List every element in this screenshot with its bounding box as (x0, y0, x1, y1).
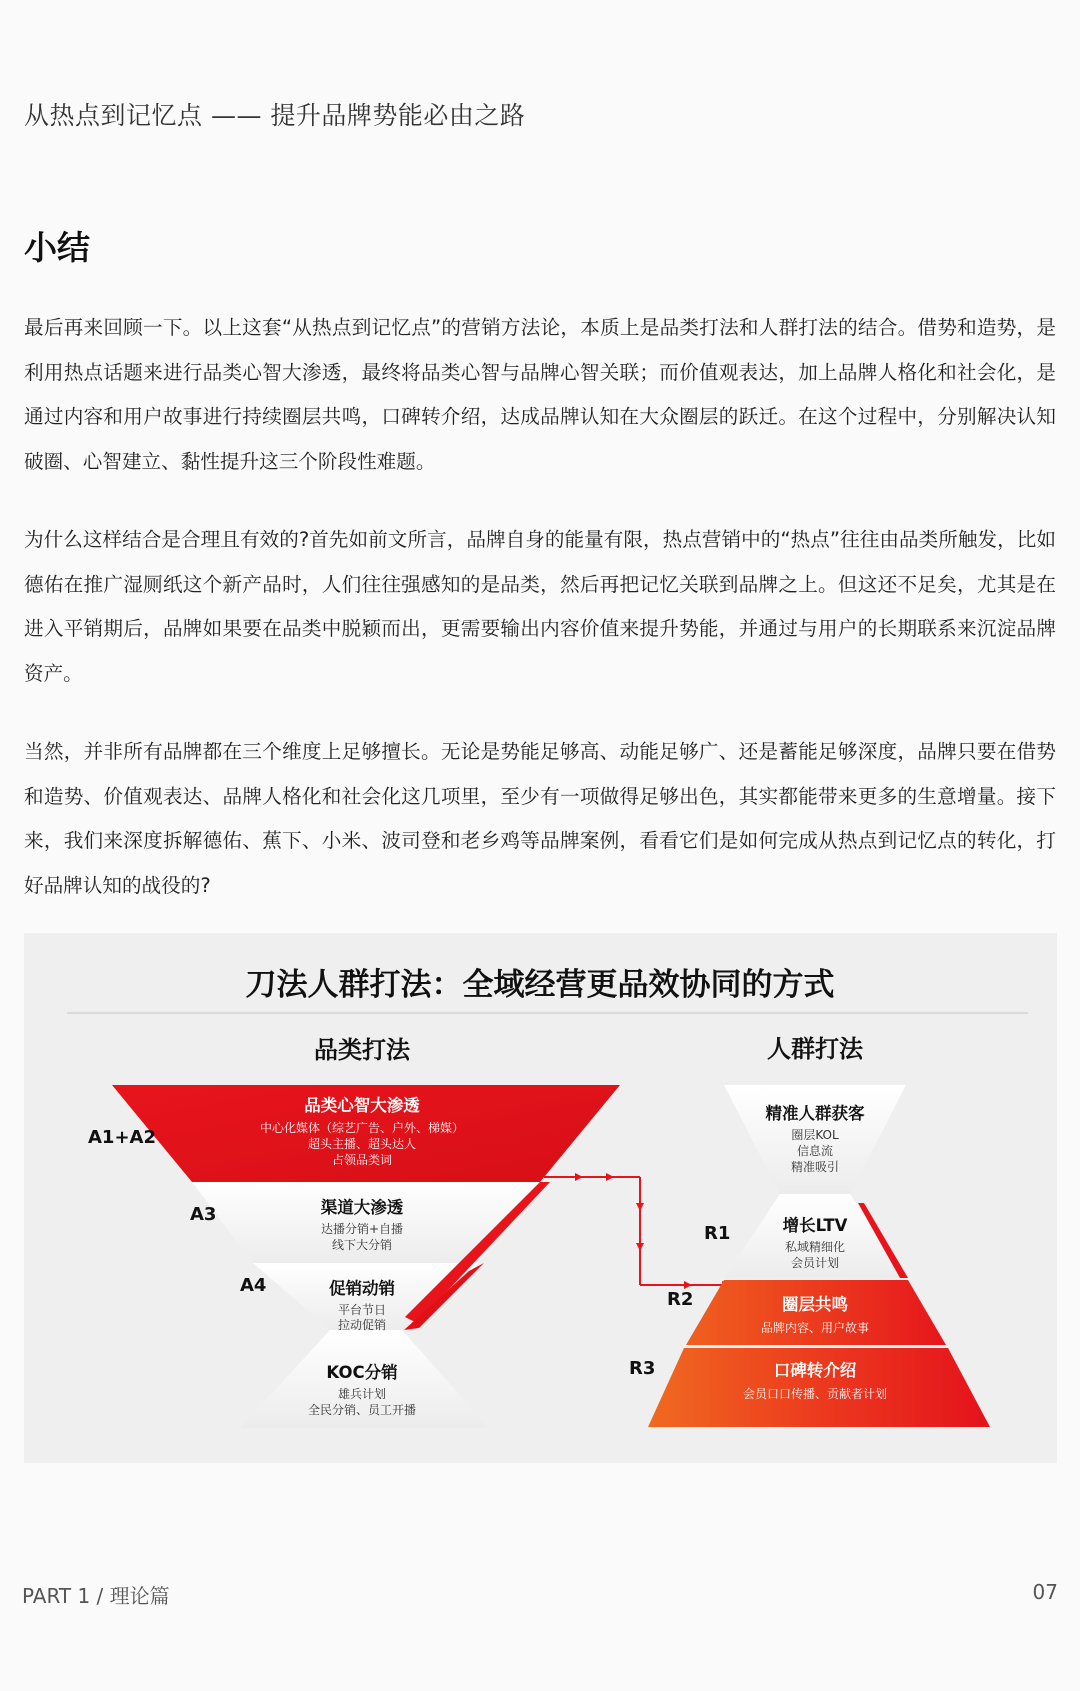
connector-arrow (544, 1173, 730, 1289)
paragraph-rationale: 为什么这样结合是合理且有效的?首先如前文所言，品牌自身的能量有限，热点营销中的“热点”往往由品类所触发，比如德佑在推广湿厕纸这个新产品时，人们往往强感知的是品类，然后再把记忆关联到品牌之上。但这还不足矣，尤其是在进入平销期后，品牌如果要在品类中脱颖而出，更需要输出内容价值来提升势能，并通过与用户的长期联系来沉淀品牌资产。 (24, 528, 1056, 685)
left-column-heading: 品类打法 (314, 1036, 410, 1064)
footer-part-label: PART 1 / 理论篇 (22, 1584, 170, 1608)
left-layer-4-title: KOC分销 (326, 1363, 398, 1382)
left-layer-4-line-2: 全民分销、员工开播 (307, 1403, 417, 1417)
left-layer-2-line-2: 线下大分销 (331, 1238, 393, 1252)
right-layer-2-line-1: 私域精细化 (784, 1240, 846, 1254)
strategy-diagram (24, 933, 1057, 1463)
left-layer-3-line-2: 拉动促销 (337, 1318, 387, 1332)
left-layer-2-line-1: 达播分销+自播 (320, 1222, 404, 1236)
right-layer-4-title: 口碑转介绍 (773, 1361, 857, 1380)
tag-a4: A4 (240, 1275, 267, 1296)
right-layer-1-line-3: 精准吸引 (790, 1160, 840, 1174)
left-layer-4-line-1: 雄兵计划 (337, 1387, 387, 1401)
right-layer-1-line-2: 信息流 (796, 1144, 834, 1158)
left-layer-1-line-2: 超头主播、超头达人 (307, 1137, 417, 1151)
paragraph-recap: 最后再来回顾一下。以上这套“从热点到记忆点”的营销方法论，本质上是品类打法和人群打法的结合。借势和造势，是利用热点话题来进行品类心智大渗透，最终将品类心智与品牌心智关联；而价值观表达，加上品牌人格化和社会化，是通过内容和用户故事进行持续圈层共鸣，口碑转介绍，达成品牌认知在大众圈层的跃迁。在这个过程中，分别解决认知破圈、心智建立、黏性提升这三个阶段性难题。 (24, 316, 1056, 473)
diagram-title: 刀法人群打法：全域经营更品效协同的方式 (245, 967, 835, 1003)
tag-r3: R3 (629, 1358, 656, 1379)
tag-r2: R2 (667, 1289, 694, 1310)
right-layer-1-title: 精准人群获客 (765, 1104, 865, 1123)
footer-page-number: 07 (1032, 1580, 1058, 1604)
section-title: 小结 (24, 228, 90, 267)
right-layer-2-title: 增长LTV (782, 1216, 848, 1235)
left-layer-3-line-1: 平台节日 (337, 1303, 387, 1317)
right-layer-3-title: 圈层共鸣 (782, 1295, 848, 1314)
document-header-title: 从热点到记忆点 —— 提升品牌势能必由之路 (24, 101, 526, 130)
right-layer-1-line-1: 圈层KOL (791, 1128, 839, 1142)
left-layer-1-line-3: 占领品类词 (331, 1153, 393, 1167)
tag-r1: R1 (704, 1223, 731, 1244)
right-layer-2-line-2: 会员计划 (790, 1256, 840, 1270)
right-column-heading: 人群打法 (767, 1035, 863, 1063)
left-layer-2-title: 渠道大渗透 (320, 1198, 404, 1217)
tag-a1-a2: A1+A2 (88, 1127, 156, 1148)
tag-a3: A3 (190, 1204, 217, 1225)
paragraph-outlook: 当然，并非所有品牌都在三个维度上足够擅长。无论是势能足够高、动能足够广、还是蓄能足够深度，品牌只要在借势和造势、价值观表达、品牌人格化和社会化这几项里，至少有一项做得足够出色，其实都能带来更多的生意增量。接下来，我们来深度拆解德佑、蕉下、小米、波司登和老乡鸡等品牌案例，看看它们是如何完成从热点到记忆点的转化，打好品牌认知的战役的? (24, 740, 1056, 897)
left-layer-3-title: 促销动销 (329, 1279, 395, 1298)
right-layer-3-line-1: 品牌内容、用户故事 (760, 1321, 870, 1335)
left-layer-1-line-1: 中心化媒体（综艺广告、户外、梯媒） (259, 1121, 465, 1135)
right-layer-4-line-1: 会员口口传播、贡献者计划 (742, 1387, 888, 1401)
left-layer-1-title: 品类心智大渗透 (304, 1096, 420, 1115)
